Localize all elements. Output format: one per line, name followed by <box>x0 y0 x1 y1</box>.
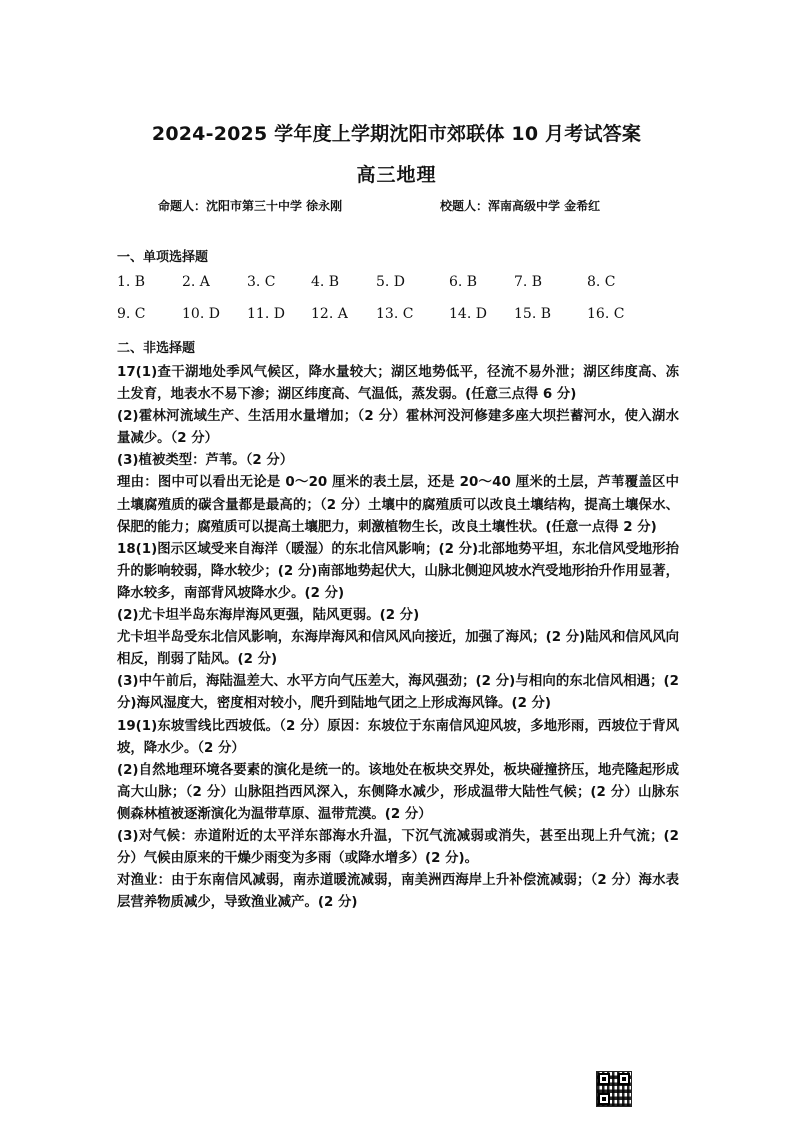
answer-item: 2. A <box>182 274 210 290</box>
answer-body <box>117 362 679 914</box>
answer-item: 7. B <box>514 274 543 290</box>
answer-paragraph: 17(1)查干湖地处季风气候区，降水量较大；湖区地势低平，径流不易外泄；湖区纬度高、冻土发育，地表水不易下渗；湖区纬度高、气温低，蒸发弱。(任意三点得 6 分) <box>117 365 679 403</box>
question-setter: 命题人：沈阳市第三十中学 徐永刚 <box>158 199 343 213</box>
answer-item: 5. D <box>376 274 406 290</box>
answer-item: 1. B <box>117 274 146 290</box>
qr-finder-pattern <box>618 1073 630 1085</box>
proofreader: 校题人：浑南高级中学 金希红 <box>440 199 601 213</box>
answer-item: 9. C <box>117 306 146 322</box>
answer-paragraph: 尤卡坦半岛受东北信风影响，东海岸海风和信风风向接近，加强了海风；(2 分)陆风和信风风向相反，削弱了陆风。(2 分) <box>117 630 679 668</box>
page-subtitle: 高三地理 <box>356 164 437 186</box>
qr-finder-pattern <box>598 1073 610 1085</box>
answer-paragraph: 理由：图中可以看出无论是 0～20 厘米的表土层，还是 20～40 厘米的土层，芦苇覆盖区中土壤腐殖质的碳含量都是最高的；（2 分）土壤中的腐殖质可以改良土壤结构，提高土壤保水、保肥的能力；腐殖质可以提高土壤肥力，刺激植物生长，改良土壤性状。(任意一点得 2 分) <box>117 475 679 535</box>
answer-paragraph: (2)自然地理环境各要素的演化是统一的。该地处在板块交界处，板块碰撞挤压，地壳隆起形成高大山脉；（2 分）山脉阻挡西风深入，东侧降水减少，形成温带大陆性气候；(2 分）山脉东侧森林植被逐渐演化为温带草原、温带荒漠。(2 分） <box>117 762 679 822</box>
answer-paragraph: 19(1)东坡雪线比西坡低。（2 分）原因：东坡位于东南信风迎风坡，多地形雨，西坡位于背风坡，降水少。（2 分） <box>117 718 679 756</box>
answer-paragraph: (3)对气候：赤道附近的太平洋东部海水升温，下沉气流减弱或消失，甚至出现上升气流；(2 分）气候由原来的干燥少雨变为多雨（或降水增多）(2 分)。 <box>117 828 679 867</box>
answer-item: 11. D <box>247 306 285 322</box>
answer-paragraph: (2)霍林河流域生产、生活用水量增加；（2 分）霍林河没河修建多座大坝拦蓄河水，使入湖水量减少。（2 分） <box>117 409 679 447</box>
answer-paragraph: (3)植被类型：芦苇。（2 分） <box>117 453 294 469</box>
answer-paragraph: 18(1)图示区域受来自海洋（暖湿）的东北信风影响；(2 分)北部地势平坦，东北信风受地形抬升的影响较弱，降水较少；(2 分)南部地势起伏大，山脉北侧迎风坡水汽受地形抬升作用显著，降水较多，南部背风坡降水少。(2 分) <box>117 541 679 601</box>
answer-paragraph: (3)中午前后，海陆温差大、水平方向气压差大，海风强劲；(2 分)与相向的东北信风相遇；(2 分)海风湿度大，密度相对较小，爬升到陆地气团之上形成海风锋。(2 分) <box>117 674 679 712</box>
author-line <box>158 197 601 214</box>
section-heading-choice: 一、单项选择题 <box>117 250 209 265</box>
answer-item: 6. B <box>449 274 478 290</box>
answer-item: 10. D <box>182 306 220 322</box>
answer-item: 15. B <box>514 306 552 322</box>
answer-item: 3. C <box>247 274 276 290</box>
answer-item: 4. B <box>311 274 340 290</box>
page-title: 2024-2025 学年度上学期沈阳市郊联体 10 月考试答案 <box>151 123 642 145</box>
answer-paragraph: (2)尤卡坦半岛东海岸海风更强，陆风更弱。(2 分) <box>117 608 420 624</box>
answer-paragraph: 对渔业：由于东南信风减弱，南赤道暖流减弱，南美洲西海岸上升补偿流减弱；（2 分）海水表层营养物质减少，导致渔业减产。(2 分) <box>117 873 679 911</box>
answer-item: 13. C <box>376 306 414 322</box>
qr-finder-pattern <box>598 1093 610 1105</box>
section-heading-nonchoice: 二、非选择题 <box>117 341 196 356</box>
qr-code <box>596 1071 632 1107</box>
answer-item: 16. C <box>587 306 625 322</box>
answer-item: 8. C <box>587 274 616 290</box>
answer-item: 14. D <box>449 306 487 322</box>
answer-item: 12. A <box>311 306 348 322</box>
